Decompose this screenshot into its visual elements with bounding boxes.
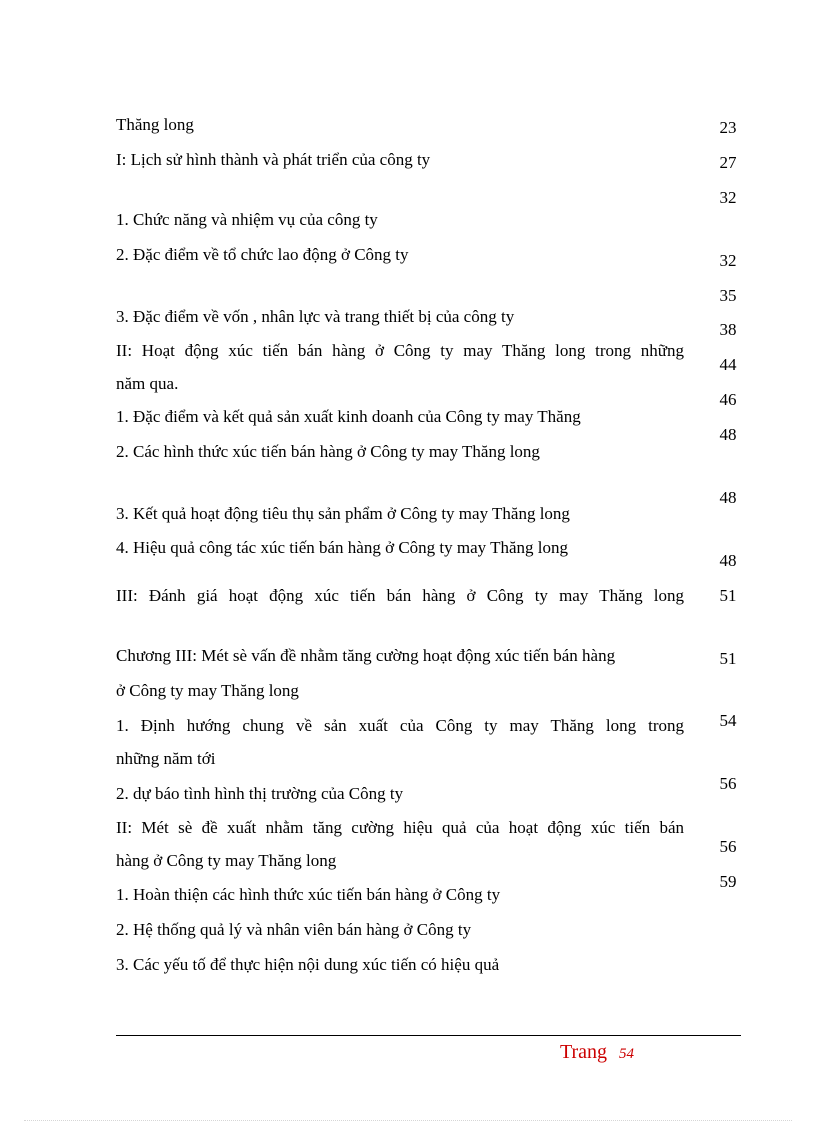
toc-page-number: 38 [719, 320, 737, 339]
toc-line: 2. Các hình thức xúc tiến bán hàng ở Công ty may Thăng long [116, 442, 540, 461]
toc-line: II: Hoạt động xúc tiến bán hàng ở Công ty may Thăng long trong những [116, 341, 684, 360]
toc-line: 4. Hiệu quả công tác xúc tiến bán hàng ở Công ty may Thăng long [116, 538, 568, 557]
footer-page-label: Trang [560, 1041, 608, 1063]
footer-page-number: 54 [619, 1046, 634, 1062]
toc-page-number: 59 [719, 872, 737, 891]
toc-page-number: 48 [719, 488, 737, 507]
toc-line: 3. Đặc điểm về vốn , nhân lực và trang thiết bị của công ty [116, 307, 515, 326]
toc-line: 1. Chức năng và nhiệm vụ của công ty [116, 210, 378, 229]
toc-line: III: Đánh giá hoạt động xúc tiến bán hàng ở Công ty may Thăng long [116, 586, 684, 605]
toc-line: I: Lịch sử hình thành và phát triển của công ty [116, 150, 431, 169]
footer-divider [116, 1035, 741, 1036]
toc-line: 1. Đặc điểm và kết quả sản xuất kinh doanh của Công ty may Thăng [116, 407, 581, 426]
toc-line: ở Công ty may Thăng long [116, 681, 299, 700]
toc-line: 1. Hoàn thiện các hình thức xúc tiến bán hàng ở Công ty [116, 885, 501, 904]
toc-page-number: 23 [719, 118, 737, 137]
toc-page-number: 46 [719, 390, 737, 409]
toc-line: 1. Định hướng chung về sản xuất của Công ty may Thăng long trong [116, 716, 684, 735]
toc-line: những năm tới [116, 749, 216, 768]
toc-line: 2. Đặc điểm về tổ chức lao động ở Công ty [116, 245, 409, 264]
toc-page-number: 32 [719, 251, 737, 270]
toc-line: năm qua. [116, 374, 179, 393]
toc-line: Thăng long [116, 115, 194, 134]
toc-page-number: 51 [719, 586, 737, 605]
toc-line: 3. Các yếu tố để thực hiện nội dung xúc tiến có hiệu quả [116, 955, 500, 974]
toc-page-number: 48 [719, 551, 737, 570]
page-bottom-border [24, 1120, 792, 1121]
toc-page-number: 27 [719, 153, 737, 172]
toc-page-number: 56 [719, 774, 737, 793]
toc-page-number: 44 [719, 355, 737, 374]
toc-line: 2. Hệ thống quả lý và nhân viên bán hàng ở Công ty [116, 920, 472, 939]
toc-page-number: 32 [719, 188, 737, 207]
toc-line: II: Mét sè đề xuất nhằm tăng cường hiệu quả của hoạt động xúc tiến bán [116, 818, 684, 837]
toc-page-number: 51 [719, 649, 737, 668]
toc-line: hàng ở Công ty may Thăng long [116, 851, 337, 870]
toc-page-number: 54 [719, 711, 737, 730]
toc-line: 3. Kết quả hoạt động tiêu thụ sản phẩm ở Công ty may Thăng long [116, 504, 570, 523]
toc-line: Chương III: Mét sè vấn đề nhằm tăng cường hoạt động xúc tiến bán hàng [116, 646, 616, 665]
toc-page-number: 56 [719, 837, 737, 856]
toc-page-number: 35 [719, 286, 737, 305]
toc-page-number: 48 [719, 425, 737, 444]
toc-line: 2. dự báo tình hình thị trường của Công ty [116, 784, 404, 803]
